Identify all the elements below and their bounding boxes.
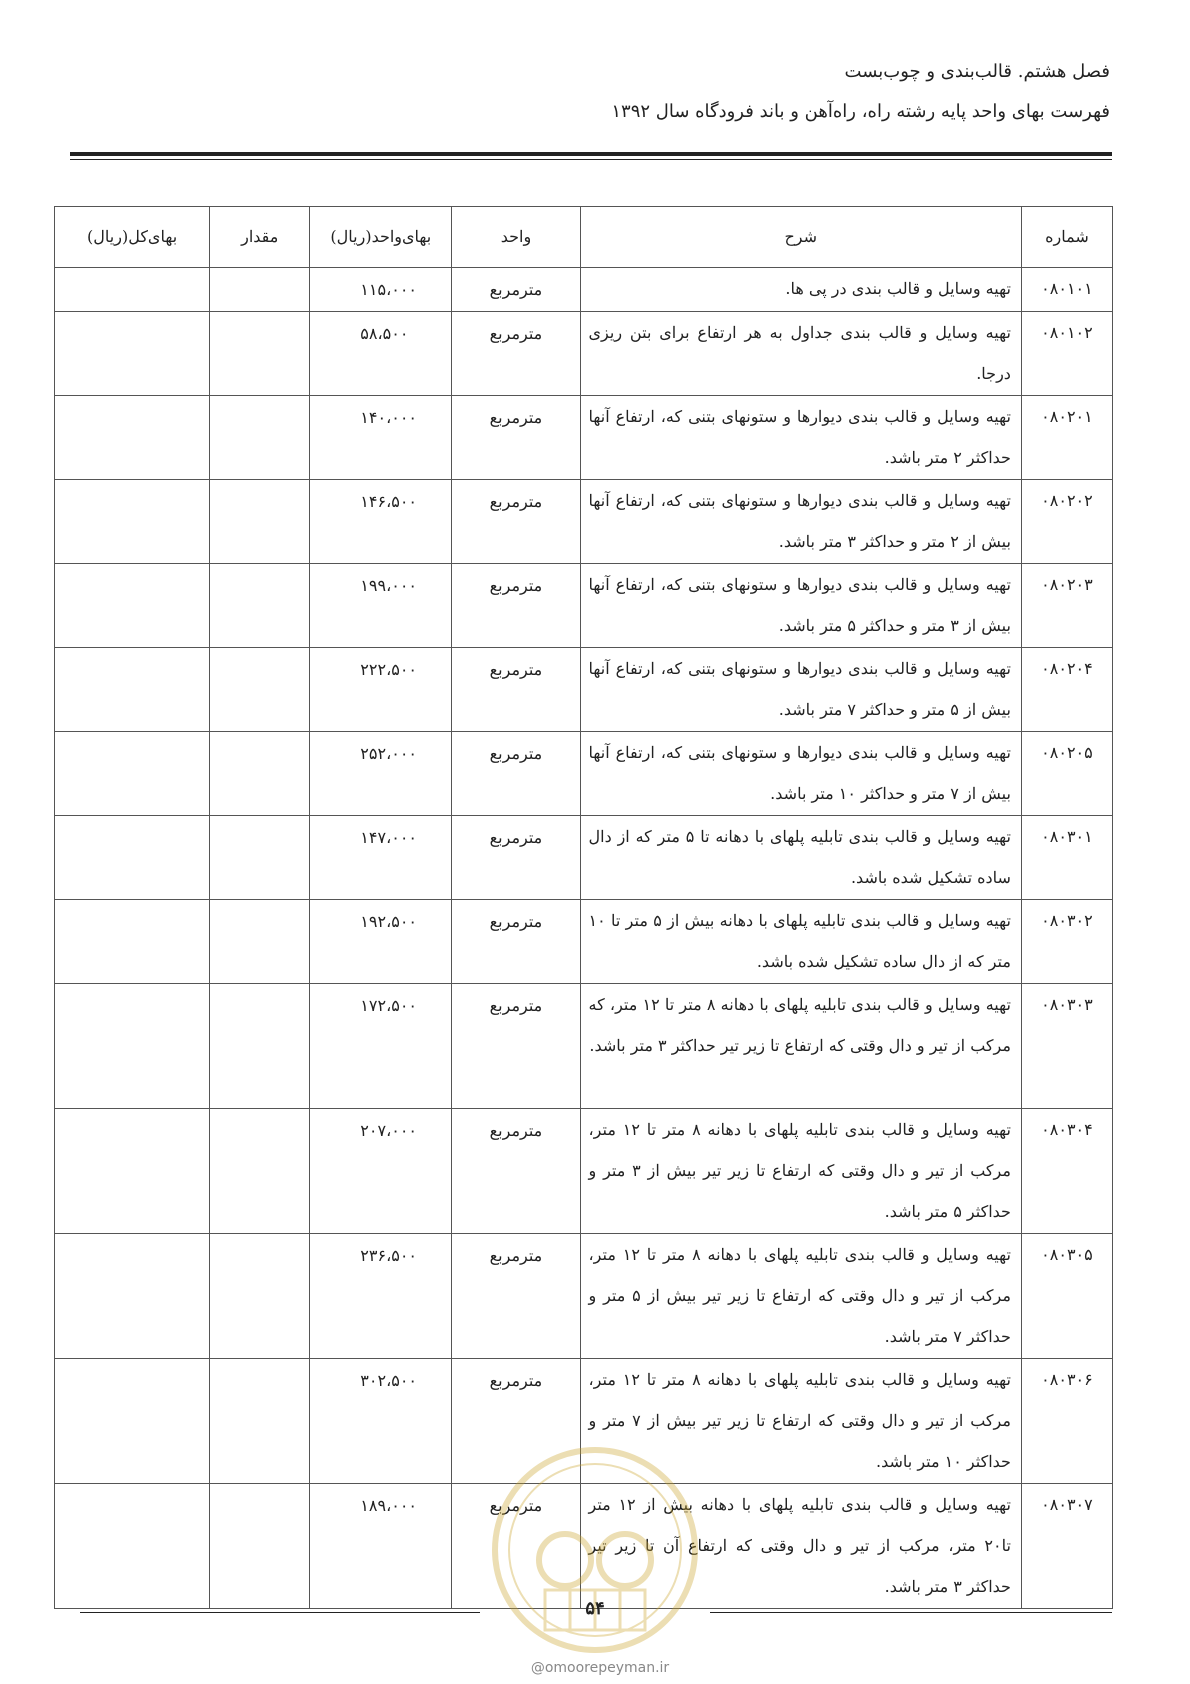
header-unit: واحد	[452, 207, 580, 268]
header-total: بهای‌کل(ریال)	[55, 207, 210, 268]
table-row	[55, 396, 1113, 480]
page-header	[80, 58, 1110, 126]
item-unit: مترمربع	[452, 396, 580, 480]
item-code: ۰۸۰۲۰۱	[1021, 396, 1112, 480]
item-description: تهیه وسایل و قالب بندی تابلیه پلهای با دهانه ۸ متر تا ۱۲ متر، که مرکب از تیر و دال وقتی که ارتفاع تا زیر تیر حداکثر ۳ متر باشد.	[580, 984, 1021, 1109]
item-unit-price: ۱۸۹،۰۰۰	[310, 1484, 452, 1609]
page-number: ۵۴	[585, 1598, 605, 1619]
item-total	[55, 480, 210, 564]
item-code: ۰۸۰۳۰۲	[1021, 900, 1112, 984]
item-description: تهیه وسایل و قالب بندی جداول به هر ارتفاع برای بتن ریزی درجا.	[580, 312, 1021, 396]
item-code: ۰۸۰۱۰۲	[1021, 312, 1112, 396]
item-total	[55, 1359, 210, 1484]
item-code: ۰۸۰۱۰۱	[1021, 268, 1112, 312]
item-code: ۰۸۰۳۰۶	[1021, 1359, 1112, 1484]
item-total	[55, 1484, 210, 1609]
item-unit: مترمربع	[452, 312, 580, 396]
item-quantity	[210, 1234, 310, 1359]
item-unit-price: ۱۴۷،۰۰۰	[310, 816, 452, 900]
item-total	[55, 268, 210, 312]
item-unit-price: ۲۰۷،۰۰۰	[310, 1109, 452, 1234]
item-unit-price: ۱۴۶،۵۰۰	[310, 480, 452, 564]
table-row	[55, 900, 1113, 984]
item-unit-price: ۱۴۰،۰۰۰	[310, 396, 452, 480]
item-unit: مترمربع	[452, 816, 580, 900]
item-unit: مترمربع	[452, 1109, 580, 1234]
item-total	[55, 1109, 210, 1234]
table-row	[55, 816, 1113, 900]
item-code: ۰۸۰۳۰۴	[1021, 1109, 1112, 1234]
header-rule-thick	[70, 152, 1112, 156]
item-total	[55, 564, 210, 648]
item-unit-price: ۲۲۲،۵۰۰	[310, 648, 452, 732]
list-title: فهرست بهای واحد پایه رشته راه، راه‌آهن و باند فرودگاه سال ۱۳۹۲	[611, 101, 1110, 122]
item-total	[55, 900, 210, 984]
item-quantity	[210, 396, 310, 480]
item-quantity	[210, 564, 310, 648]
item-unit-price: ۱۱۵،۰۰۰	[310, 268, 452, 312]
item-code: ۰۸۰۲۰۳	[1021, 564, 1112, 648]
header-desc: شرح	[580, 207, 1021, 268]
item-quantity	[210, 648, 310, 732]
item-description: تهیه وسایل و قالب بندی دیوارها و ستونهای بتنی که، ارتفاع آنها بیش از ۷ متر و حداکثر ۱۰ متر باشد.	[580, 732, 1021, 816]
item-description: تهیه وسایل و قالب بندی تابلیه پلهای با دهانه ۸ متر تا ۱۲ متر، مرکب از تیر و دال وقتی که ارتفاع تا زیر تیر بیش از ۵ متر و حداکثر ۷ متر باشد.	[580, 1234, 1021, 1359]
item-quantity	[210, 732, 310, 816]
item-total	[55, 1234, 210, 1359]
item-code: ۰۸۰۲۰۴	[1021, 648, 1112, 732]
header-qty: مقدار	[210, 207, 310, 268]
item-unit: مترمربع	[452, 1234, 580, 1359]
item-description: تهیه وسایل و قالب بندی دیوارها و ستونهای بتنی که، ارتفاع آنها حداکثر ۲ متر باشد.	[580, 396, 1021, 480]
item-description: تهیه وسایل و قالب بندی تابلیه پلهای با دهانه بیش از ۵ متر تا ۱۰ متر که از دال ساده تشکیل شده باشد.	[580, 900, 1021, 984]
item-quantity	[210, 984, 310, 1109]
item-total	[55, 396, 210, 480]
item-description: تهیه وسایل و قالب بندی دیوارها و ستونهای بتنی که، ارتفاع آنها بیش از ۳ متر و حداکثر ۵ متر باشد.	[580, 564, 1021, 648]
table-row	[55, 1234, 1113, 1359]
item-unit-price: ۳۰۲،۵۰۰	[310, 1359, 452, 1484]
item-total	[55, 732, 210, 816]
item-unit: مترمربع	[452, 732, 580, 816]
header-rule-thin	[70, 159, 1112, 160]
item-quantity	[210, 312, 310, 396]
item-unit-price: ۲۵۲،۰۰۰	[310, 732, 452, 816]
footer-rule-left	[80, 1612, 480, 1613]
footer-rule-right	[710, 1612, 1112, 1613]
item-code: ۰۸۰۳۰۷	[1021, 1484, 1112, 1609]
item-description: تهیه وسایل و قالب بندی تابلیه پلهای با دهانه تا ۵ متر که از دال ساده تشکیل شده باشد.	[580, 816, 1021, 900]
table-row	[55, 984, 1113, 1109]
item-unit-price: ۵۸،۵۰۰	[310, 312, 452, 396]
table-row	[55, 564, 1113, 648]
item-unit: مترمربع	[452, 480, 580, 564]
item-total	[55, 648, 210, 732]
item-unit: مترمربع	[452, 564, 580, 648]
item-code: ۰۸۰۳۰۱	[1021, 816, 1112, 900]
item-description: تهیه وسایل و قالب بندی دیوارها و ستونهای بتنی که، ارتفاع آنها بیش از ۵ متر و حداکثر ۷ متر باشد.	[580, 648, 1021, 732]
item-description: تهیه وسایل و قالب بندی تابلیه پلهای با دهانه بیش از ۱۲ متر تا۲۰ متر، مرکب از تیر و دال وقتی که ارتفاع آن تا زیر تیر حداکثر ۳ متر باشد.	[580, 1484, 1021, 1609]
item-description: تهیه وسایل و قالب بندی در پی ها.	[580, 268, 1021, 312]
website-label: @omoorepeyman.ir	[530, 1660, 670, 1676]
item-description: تهیه وسایل و قالب بندی دیوارها و ستونهای بتنی که، ارتفاع آنها بیش از ۲ متر و حداکثر ۳ متر باشد.	[580, 480, 1021, 564]
table-row	[55, 480, 1113, 564]
table-row	[55, 1109, 1113, 1234]
item-code: ۰۸۰۳۰۵	[1021, 1234, 1112, 1359]
item-code: ۰۸۰۲۰۲	[1021, 480, 1112, 564]
item-quantity	[210, 900, 310, 984]
item-unit: مترمربع	[452, 1359, 580, 1484]
chapter-title: فصل هشتم. قالب‌بندی و چوب‌بست	[844, 61, 1110, 82]
item-code: ۰۸۰۳۰۳	[1021, 984, 1112, 1109]
item-quantity	[210, 1109, 310, 1234]
item-unit: مترمربع	[452, 984, 580, 1109]
table-row	[55, 648, 1113, 732]
item-unit: مترمربع	[452, 648, 580, 732]
item-description: تهیه وسایل و قالب بندی تابلیه پلهای با دهانه ۸ متر تا ۱۲ متر، مرکب از تیر و دال وقتی که ارتفاع تا زیر تیر بیش از ۳ متر و حداکثر ۵ متر باشد.	[580, 1109, 1021, 1234]
item-quantity	[210, 480, 310, 564]
price-list-table	[54, 206, 1113, 1609]
item-unit-price: ۱۷۲،۵۰۰	[310, 984, 452, 1109]
header-code: شماره	[1021, 207, 1112, 268]
item-total	[55, 984, 210, 1109]
item-unit-price: ۱۹۲،۵۰۰	[310, 900, 452, 984]
table-row	[55, 268, 1113, 312]
table-row	[55, 312, 1113, 396]
item-quantity	[210, 1359, 310, 1484]
item-total	[55, 816, 210, 900]
table-row	[55, 1484, 1113, 1609]
table-row	[55, 1359, 1113, 1484]
item-unit-price: ۱۹۹،۰۰۰	[310, 564, 452, 648]
item-quantity	[210, 816, 310, 900]
item-description: تهیه وسایل و قالب بندی تابلیه پلهای با دهانه ۸ متر تا ۱۲ متر، مرکب از تیر و دال وقتی که ارتفاع تا زیر تیر بیش از ۷ متر و حداکثر ۱۰ متر باشد.	[580, 1359, 1021, 1484]
item-quantity	[210, 268, 310, 312]
header-unit-price: بهای‌واحد(ریال)	[310, 207, 452, 268]
item-unit-price: ۲۳۶،۵۰۰	[310, 1234, 452, 1359]
item-unit: مترمربع	[452, 268, 580, 312]
item-unit: مترمربع	[452, 1484, 580, 1609]
item-unit: مترمربع	[452, 900, 580, 984]
item-code: ۰۸۰۲۰۵	[1021, 732, 1112, 816]
table-row	[55, 732, 1113, 816]
item-total	[55, 312, 210, 396]
table-header-row	[55, 207, 1113, 268]
item-quantity	[210, 1484, 310, 1609]
